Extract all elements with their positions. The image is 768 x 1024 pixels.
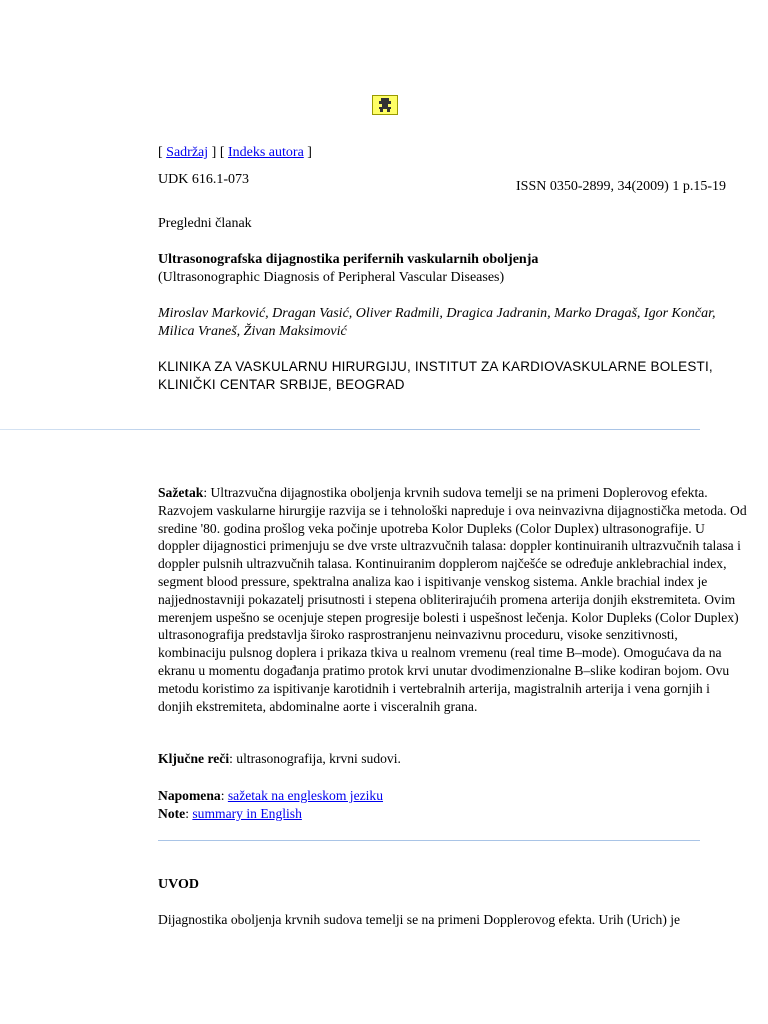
title-serbian: Ultrasonografska dijagnostika perifernih vaskularnih oboljenja (158, 252, 539, 267)
note-english-sep: : (185, 805, 193, 821)
author-index-link[interactable]: Indeks autora (227, 145, 304, 160)
yellow-badge-icon (372, 95, 398, 115)
title-block (158, 251, 748, 287)
issn-reference: ISSN 0350-2899, 34(2009) 1 p.15-19 (516, 179, 726, 194)
institution (158, 358, 748, 393)
institution-line-2: KLINIČKI CENTAR SRBIJE, BEOGRAD (158, 376, 405, 392)
udk-code: UDK 616.1-073 (158, 172, 249, 187)
institution-line-1: KLINIKA ZA VASKULARNU HIRURGIJU, INSTITUT ZA KARDIOVASKULARNE BOLESTI, (158, 359, 713, 374)
contents-link[interactable]: Sadržaj (166, 145, 209, 160)
keywords-text: : ultrasonografija, krvni sudovi. (229, 751, 401, 766)
article-type: Pregledni članak (158, 216, 252, 231)
divider-bottom (158, 840, 700, 841)
notes (158, 787, 383, 823)
author-list: Miroslav Marković, Dragan Vasić, Oliver Radmili, Dragica Jadranin, Marko Dragaš, Igor Končar, Milica Vraneš, Živan Maksimović (158, 306, 716, 339)
note-english-label: Note (158, 805, 186, 821)
note-serbian-label: Napomena (158, 788, 221, 803)
abstract-label: Sažetak (158, 485, 204, 500)
nav-bracket-close: ] (303, 145, 312, 160)
note-serbian (158, 787, 383, 805)
keywords-label: Ključne reči (158, 751, 230, 766)
note-serbian-sep: : (220, 788, 228, 803)
summary-english-link[interactable]: summary in English (192, 805, 302, 821)
top-navigation (158, 145, 312, 161)
nav-bracket-open: [ (158, 145, 167, 160)
title-english: (Ultrasonographic Diagnosis of Peripheral Vascular Diseases) (158, 270, 505, 285)
section-body-text: Dijagnostika oboljenja krvnih sudova temelji se na primeni Dopplerovog efekta. Urih (Urich) je (158, 912, 681, 927)
keywords (158, 751, 401, 767)
section-heading: UVOD (158, 877, 199, 892)
abstract (158, 484, 748, 715)
note-english (158, 805, 383, 823)
divider-top (0, 429, 700, 430)
abstract-text: : Ultrazvučna dijagnostika oboljenja krvnih sudova temelji se na primeni Doplerovog efekta. Razvojem vaskularne hirurgije razvija se i tehnološki napreduje i ova neinvazivna dijagnostička metoda. Od sredine '80. godina prošlog veka počinje upotreba Kolor Dupleks (Color Duplex) ultrasonografije. U doppler dijagnostici primenjuju se dve vrste ultrazvučnih talasa: doppler kontinuiranih ultrazvučnih talasa i doppler pulsnih ultrazvučnih talasa. Kontinuiranim dopplerom najčešće se određuje anklebrachial index, segment blood pressure, spektralna analiza kao i ispitivanje venskog sistema. Ankle brachial index je najjednostavniji pokazatelj prisutnosti i stepena obliterirajućih promena arterija donjih ekstremiteta. Ovim merenjem uspešno se ocenjuje stepen progresije bolesti i uspešnost lečenja. Kolor Dupleks (Color Duplex) ultrasonografija predstavlja široko rasprostranjenu neinvazivnu proceduru, visoke senzitivnosti, kombinaciju pulsnog doplera i prikaza tkiva u realnom vremenu (real time B–mode). Omogućava da na ekranu u momentu događanja pratimo protok krvi unutar dvodimenzionalne B–slike kodiran bojom. Ovu metodu koristimo za ispitivanje karotidnih i vertebralnih arterija, magistralnih arterija i vena gornjih i donjih ekstremiteta, abdominalne aorte i visceralnih grana. (158, 485, 747, 714)
nav-bracket-between: ] [ (208, 145, 228, 160)
summary-serbian-link[interactable]: sažetak na engleskom jeziku (227, 788, 384, 803)
